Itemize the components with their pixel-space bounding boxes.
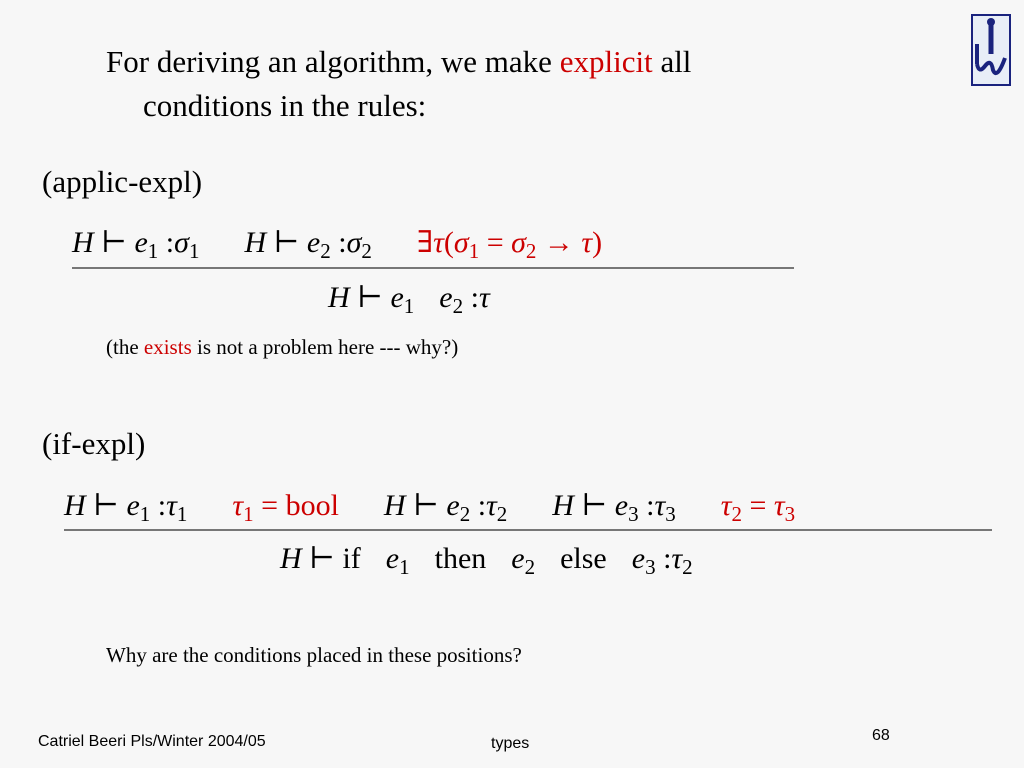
if-premises [64,488,796,526]
formula-subscript: 1 [188,238,200,263]
turnstile-symbol: ⊢ [357,281,383,314]
formula-symbol: ( [443,226,454,259]
turnstile-symbol: ⊢ [309,542,335,575]
formula-symbol: τ [486,489,497,522]
formula-subscript: 2 [731,501,742,526]
exists-symbol: ∃ [416,226,434,259]
formula-symbol: H [64,489,86,522]
intro-text-part: For deriving an algorithm, we make [106,44,560,79]
formula-symbol: = [486,226,504,259]
formula-symbol: = [261,489,279,522]
formula-symbol: σ [346,226,362,259]
formula-subscript: 2 [524,554,536,579]
intro-highlight: explicit [559,44,653,79]
formula-symbol: H [383,489,406,522]
formula-symbol: H [552,489,574,522]
formula-subscript: 1 [403,293,415,318]
formula-symbol: τ [166,489,177,522]
formula-symbol: e [614,489,629,522]
footer-author: Catriel Beeri Pls/Winter 2004/05 [38,733,266,750]
university-logo-icon [971,14,1011,86]
formula-symbol: σ [174,226,189,259]
formula-symbol: τ [720,489,732,522]
formula-keyword: then [434,542,487,575]
formula-symbol: e [126,489,140,522]
formula-symbol: e [134,226,148,259]
turnstile-symbol: ⊢ [273,226,300,259]
formula-symbol: : [663,542,672,575]
formula-symbol: τ [581,226,593,259]
if-condition-bool [232,489,339,526]
note-text-part: (the [106,335,144,359]
turnstile-symbol: ⊢ [93,489,119,522]
formula-symbol: : [165,226,175,259]
if-condition-equal [720,489,796,526]
note-highlight: exists [143,335,192,359]
formula-symbol: ) [592,226,603,259]
formula-symbol: e [511,542,525,575]
formula-symbol: : [338,226,347,259]
formula-symbol: H [280,542,302,575]
page-number: 68 [872,727,890,744]
formula-keyword: bool [285,489,339,522]
formula-subscript: 3 [628,501,639,526]
turnstile-symbol: ⊢ [581,489,608,522]
formula-subscript: 2 [496,501,508,526]
formula-symbol: e [306,226,321,259]
intro-line2: conditions in the rules: [143,88,427,123]
formula-symbol: σ [511,226,526,259]
formula-subscript: 3 [645,554,656,579]
formula-symbol: τ [478,281,490,314]
formula-symbol: τ [433,226,444,259]
formula-symbol: e [439,281,453,314]
formula-symbol: = [749,489,767,522]
formula-subscript: 2 [361,238,372,263]
formula-keyword: if [342,542,361,575]
formula-symbol: H [72,226,94,259]
formula-symbol: τ [671,542,683,575]
formula-symbol: e [385,542,400,575]
formula-symbol: τ [773,489,785,522]
rule-name-applic-expl: (applic-expl) [42,164,203,199]
turnstile-symbol: ⊢ [101,226,127,259]
formula-symbol: : [646,489,655,522]
formula-symbol: σ [453,226,469,259]
note-text-part: is not a problem here --- why?) [191,335,459,359]
formula-symbol: : [157,489,167,522]
formula-subscript: 1 [243,501,254,526]
formula-subscript: 2 [525,238,537,263]
formula-subscript: 1 [399,554,410,579]
formula-subscript: 2 [682,554,693,579]
if-conclusion [280,541,693,579]
formula-symbol: H [244,226,267,259]
intro-text [106,40,906,128]
inference-line [72,267,794,269]
footer-topic: types [491,735,530,752]
formula-symbol: H [328,281,350,314]
applic-premises [72,225,603,263]
formula-subscript: 2 [459,501,471,526]
applic-note [106,335,458,360]
formula-subscript: 1 [468,238,480,263]
formula-symbol: e [390,281,404,314]
formula-subscript: 3 [784,501,796,526]
formula-symbol: e [631,542,646,575]
turnstile-symbol: ⊢ [413,489,439,522]
formula-symbol: τ [654,489,666,522]
formula-subscript: 3 [665,501,676,526]
formula-subscript: 1 [147,238,159,263]
formula-subscript: 1 [139,501,151,526]
formula-symbol: e [446,489,460,522]
formula-symbol: : [477,489,487,522]
formula-subscript: 1 [176,501,188,526]
rule-name-if-expl: (if-expl) [42,426,146,461]
formula-symbol: : [470,281,479,314]
arrow-symbol: → [543,226,574,259]
applic-condition [416,226,603,263]
formula-subscript: 2 [320,238,331,263]
question-text: Why are the conditions placed in these positions? [106,643,522,667]
applic-conclusion [328,280,490,318]
inference-line [64,529,992,531]
formula-symbol: τ [232,489,244,522]
formula-keyword: else [560,542,607,575]
intro-text-part: all [652,44,692,79]
formula-subscript: 2 [452,293,464,318]
